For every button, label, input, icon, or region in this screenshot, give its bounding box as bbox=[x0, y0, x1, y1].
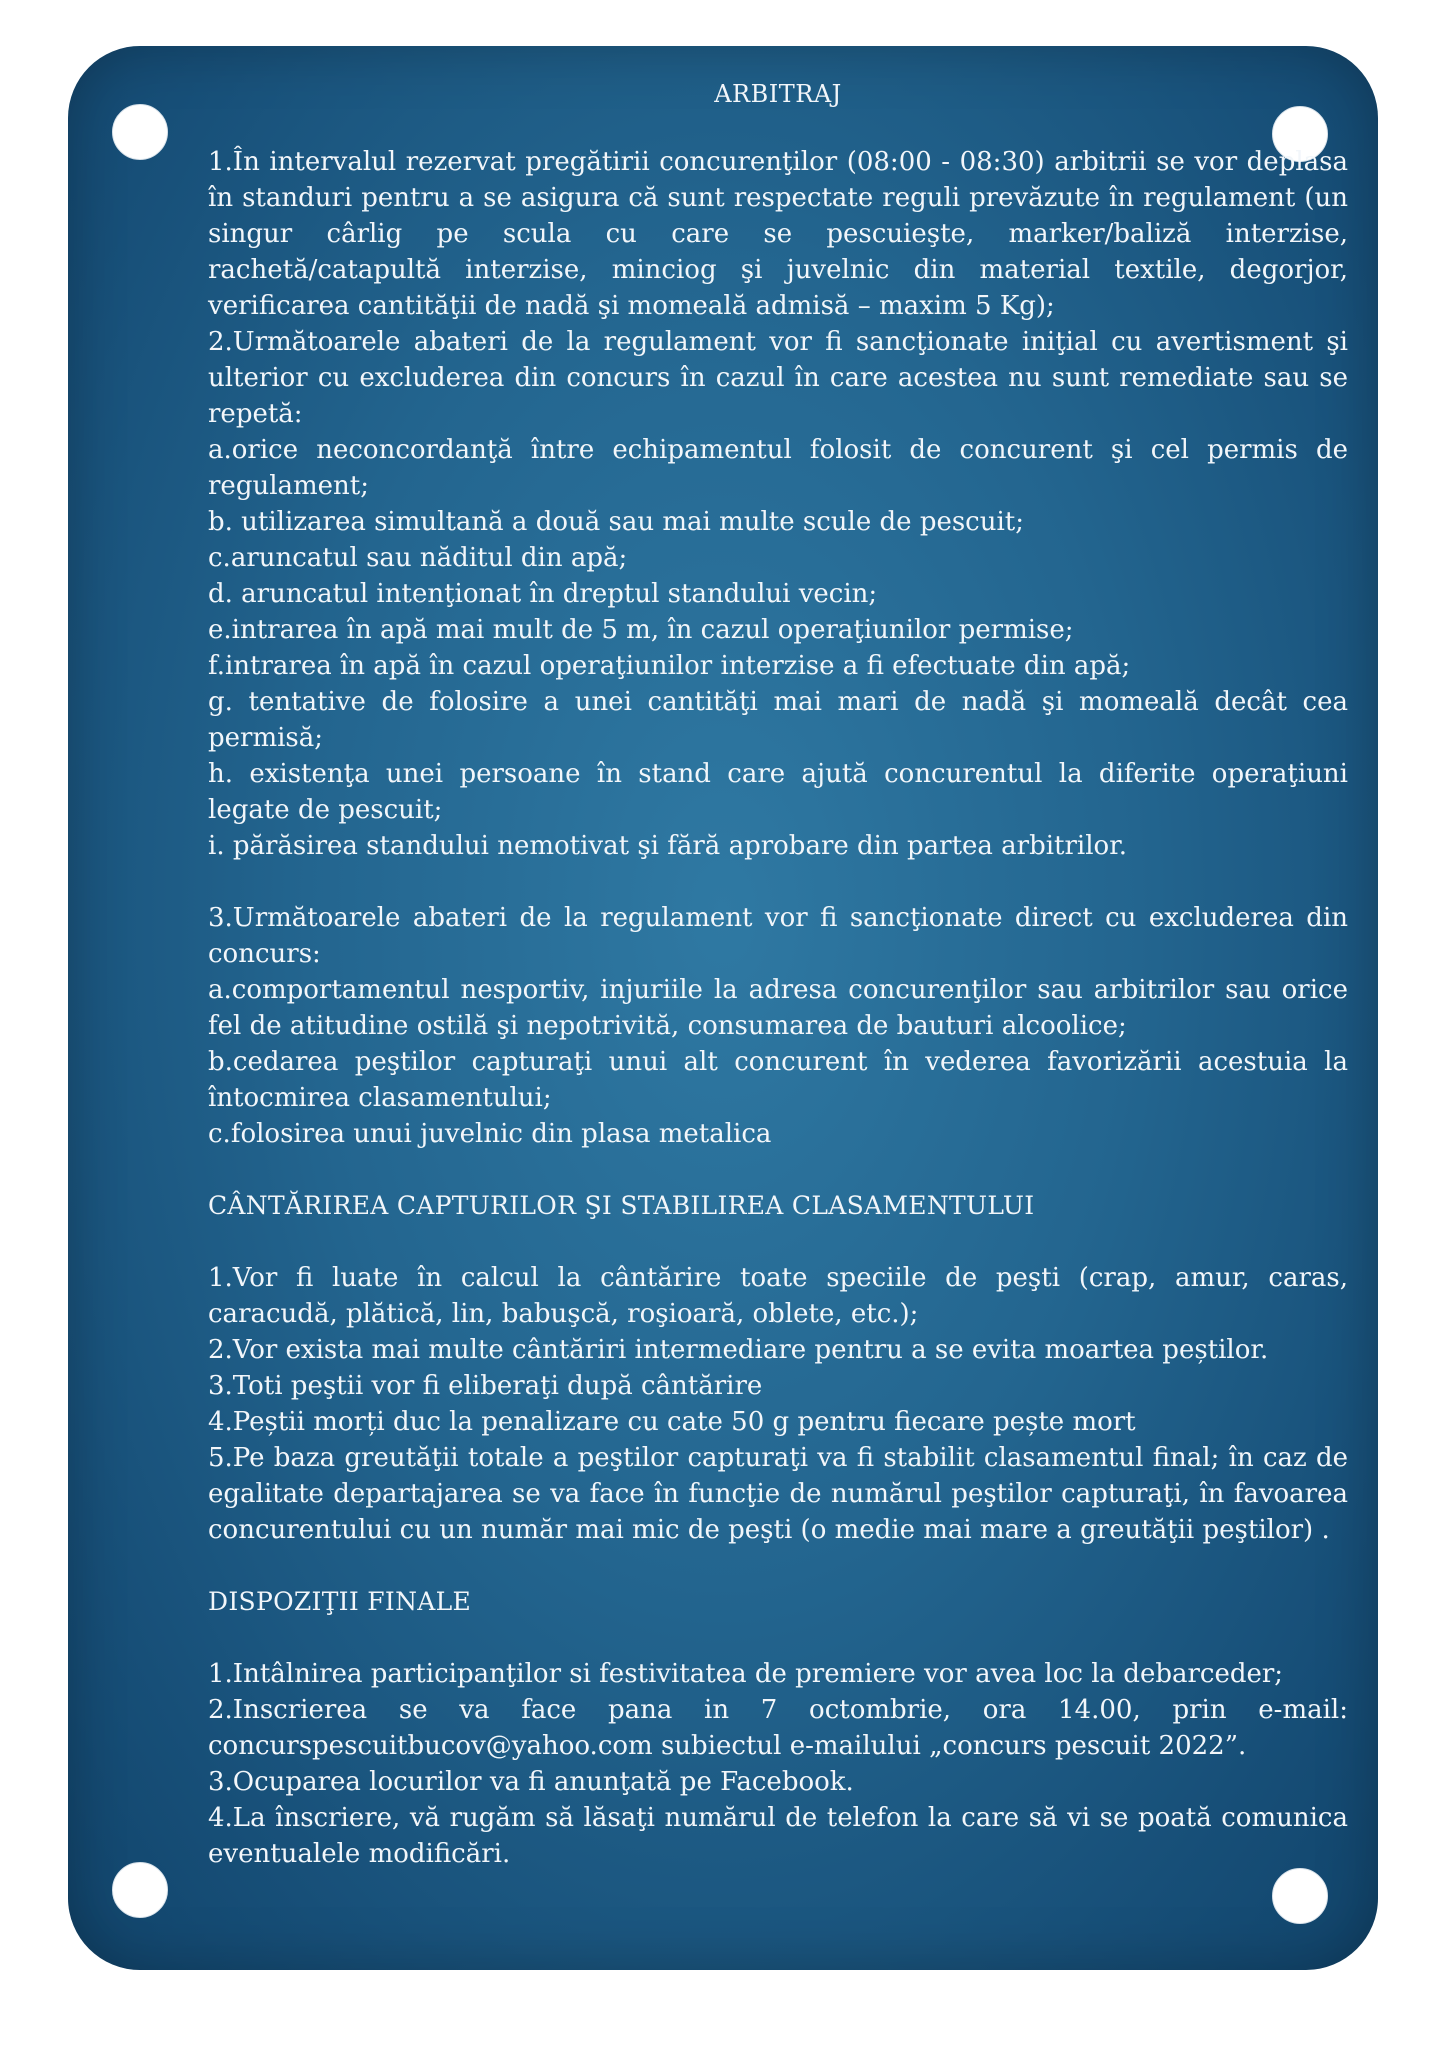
rule-paragraph: 4.Peștii morți duc la penalizare cu cate 50 g pentru fiecare pește mort bbox=[208, 1407, 1136, 1437]
rule-paragraph: g. tentative de folosire a unei cantităţi mai mari de nadă şi momeală decât cea permisă; bbox=[208, 687, 1348, 753]
regulation-sign-board bbox=[68, 46, 1378, 1970]
spacer bbox=[208, 1548, 1348, 1584]
rule-paragraph: e.intrarea în apă mai mult de 5 m, în cazul operaţiunilor permise; bbox=[208, 615, 1074, 645]
rule-paragraph: c.aruncatul sau năditul din apă; bbox=[208, 543, 628, 573]
rule-paragraph: c.folosirea unui juvelnic din plasa metalica bbox=[208, 1119, 772, 1149]
spacer bbox=[208, 1152, 1348, 1188]
rule-paragraph: 2.Următoarele abateri de la regulament vor fi sancţionate iniţial cu avertisment şi ulterior cu excluderea din concurs în cazul în care acestea nu sunt remediate sau se repetă: bbox=[208, 327, 1348, 429]
rule-paragraph: a.comportamentul nesportiv, injuriile la adresa concurenţilor sau arbitrilor sau orice fel de atitudine ostilă şi nepotrivită, consumarea de bauturi alcoolice; bbox=[208, 975, 1348, 1041]
rule-paragraph: f.intrarea în apă în cazul operaţiunilor interzise a fi efectuate din apă; bbox=[208, 651, 1131, 681]
spacer bbox=[208, 1224, 1348, 1260]
rule-paragraph: 1.Vor fi luate în calcul la cântărire toate speciile de peşti (crap, amur, caras, caracudă, plătică, lin, babuşcă, roşioară, oblete, etc.); bbox=[208, 1263, 1348, 1329]
rule-paragraph: 5.Pe baza greutăţii totale a peştilor capturaţi va fi stabilit clasamentul final; în caz de egalitate departajarea se va face în funcţie de numărul peştilor capturaţi, în favoarea concurentului cu un număr mai mic de peşti (o medie mai mare a greutăţii peştilor) . bbox=[208, 1443, 1348, 1545]
rule-paragraph: 2.Inscrierea se va face pana in 7 octombrie, ora 14.00, prin e-mail: concurspescuitbucov@yahoo.com subiectul e-mailului „concurs pescuit 2022”. bbox=[208, 1695, 1348, 1761]
rule-paragraph: i. părăsirea standului nemotivat şi fără aprobare din partea arbitrilor. bbox=[208, 831, 1128, 861]
spacer bbox=[208, 1620, 1348, 1656]
rule-paragraph: a.orice neconcordanţă între echipamentul folosit de concurent şi cel permis de regulament; bbox=[208, 435, 1348, 501]
rule-paragraph: b.cedarea peştilor capturaţi unui alt concurent în vederea favorizării acestuia la întocmirea clasamentului; bbox=[208, 1047, 1348, 1113]
rule-paragraph: 1.În intervalul rezervat pregătirii concurenţilor (08:00 - 08:30) arbitrii se vor deplasa în standuri pentru a se asigura că sunt respectate reguli prevăzute în regulament (un singur cârlig pe scula cu care se pescuieşte, marker/baliză interzise, rachetă/catapultă interzise, minciog şi juvelnic din material textile, degorjor, verificarea cantităţii de nadă şi momeală admisă – maxim 5 Kg); bbox=[208, 147, 1348, 321]
rule-paragraph: 3.Toti peştii vor fi eliberaţi după cântărire bbox=[208, 1371, 763, 1401]
rule-paragraph: b. utilizarea simultană a două sau mai multe scule de pescuit; bbox=[208, 507, 1025, 537]
section-title-arbitraj: ARBITRAJ bbox=[714, 80, 842, 108]
mounting-hole-top-left bbox=[112, 104, 168, 160]
rule-paragraph: 3.Ocuparea locurilor va fi anunţată pe Facebook. bbox=[208, 1767, 854, 1797]
sign-content bbox=[208, 76, 1348, 1872]
section-title-weighing: CÂNTĂRIREA CAPTURILOR ŞI STABILIREA CLASAMENTULUI bbox=[208, 1191, 1035, 1220]
rule-paragraph: 3.Următoarele abateri de la regulament vor fi sancţionate direct cu excluderea din concurs: bbox=[208, 903, 1348, 969]
rule-paragraph: 2.Vor exista mai multe cântăriri intermediare pentru a se evita moartea peștilor. bbox=[208, 1335, 1269, 1365]
section-title-final-provisions: DISPOZIŢII FINALE bbox=[208, 1587, 472, 1616]
spacer bbox=[208, 864, 1348, 900]
mounting-hole-bottom-right bbox=[1272, 1868, 1328, 1924]
rule-paragraph: d. aruncatul intenţionat în dreptul standului vecin; bbox=[208, 579, 878, 609]
rule-paragraph: h. existenţa unei persoane în stand care ajută concurentul la diferite operaţiuni legate de pescuit; bbox=[208, 759, 1348, 825]
rule-paragraph: 1.Intâlnirea participanţilor si festivitatea de premiere vor avea loc la debarceder; bbox=[208, 1659, 1284, 1689]
mounting-hole-bottom-left bbox=[112, 1862, 168, 1918]
rule-paragraph: 4.La înscriere, vă rugăm să lăsaţi numărul de telefon la care să vi se poată comunica eventualele modificări. bbox=[208, 1803, 1348, 1869]
